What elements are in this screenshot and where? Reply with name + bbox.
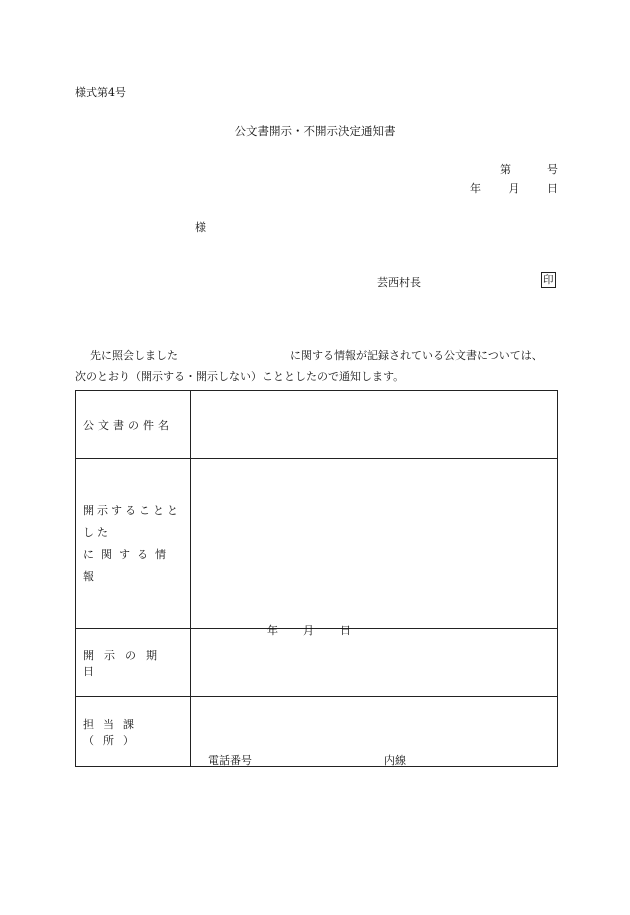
- form-number: 様式第4号: [75, 86, 126, 99]
- body-line-1: [90, 347, 558, 363]
- label-disclosure-date: 開示の期日: [76, 629, 191, 697]
- label-department: 担当課（所）: [76, 697, 191, 767]
- disclosure-year: 年: [267, 624, 278, 637]
- row-department: [76, 697, 558, 767]
- document-number: [500, 161, 558, 177]
- issuer-name: 芸西村長: [377, 276, 421, 289]
- label-disclosed-info-line-1: 開示することとした: [83, 503, 181, 539]
- row-document-subject: [76, 391, 558, 459]
- disclosure-day: 日: [340, 624, 351, 637]
- row-disclosure-date: [76, 629, 558, 697]
- label-disclosed-info-line-2: に関する情報: [83, 547, 173, 583]
- addressee-suffix: 様: [195, 221, 206, 234]
- label-disclosed-info: [76, 459, 191, 629]
- value-disclosed-info: [191, 459, 558, 629]
- value-department: [191, 697, 558, 767]
- doc-number-dai: 第: [500, 163, 511, 176]
- body-line-2: 次のとおり（開示する・開示しない）こととしたので通知します。: [75, 370, 405, 383]
- info-table: [75, 390, 558, 767]
- date-day: 日: [547, 182, 558, 195]
- date-year: 年: [470, 182, 481, 195]
- body-line-1-part-2: に関する情報が記録されている公文書については、: [290, 349, 543, 362]
- document-title: 公文書開示・不開示決定通知書: [234, 124, 396, 138]
- date-month: 月: [508, 182, 520, 195]
- body-line-1-part-1: 先に照会しました: [90, 349, 178, 362]
- issue-date: [470, 180, 558, 196]
- extension-label: 内線: [384, 754, 406, 767]
- disclosure-month: 月: [303, 624, 314, 637]
- value-disclosure-date: [191, 624, 558, 697]
- value-document-subject: [191, 391, 558, 459]
- label-document-subject: 公文書の件名: [76, 391, 191, 459]
- seal-mark: 印: [543, 274, 554, 286]
- phone-label: 電話番号: [208, 754, 252, 767]
- doc-number-go: 号: [547, 163, 558, 176]
- row-disclosed-info: [76, 459, 558, 629]
